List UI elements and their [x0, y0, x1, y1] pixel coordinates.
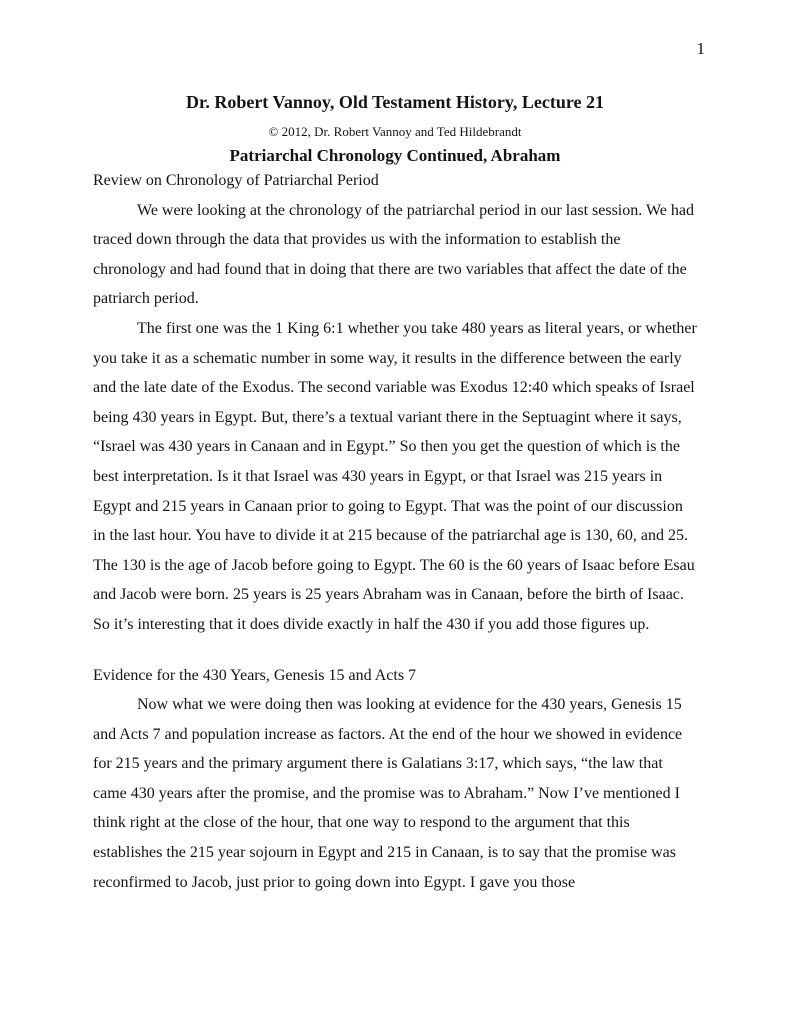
copyright-line: © 2012, Dr. Robert Vannoy and Ted Hildebrandt — [268, 124, 522, 139]
paragraph: Now what we were doing then was looking at evidence for the 430 years, Genesis 15 and Acts 7 and population increase as factors. At the end of the hour we showed in evidence for 215 years and the primary argument there is Galatians 3:17, which says, “the law that came 430 years after the promise, and the promise was to Abraham.” Now I’ve mentioned I think right at the close of the hour, that one way to respond to the argument that this establishes the 215 year sojourn in Egypt and 215 in Canaan, is to say that the promise was reconfirmed to Jacob, just prior to going down into Egypt. I gave you those — [93, 696, 683, 891]
page-number: 1 — [696, 39, 705, 58]
section-heading-evidence-430-years: Evidence for the 430 Years, Genesis 15 and Acts 7 — [93, 666, 417, 684]
paragraph: We were looking at the chronology of the patriarchal period in our last session. We had traced down through the data that provides us with the information to establish the chronology and had found that in doing that there are two variables that affect the date of the patriarch period. — [93, 201, 694, 308]
document-body — [93, 166, 697, 897]
section-heading-review-chronology: Review on Chronology of Patriarchal Period — [93, 172, 379, 189]
paragraph: The first one was the 1 King 6:1 whether you take 480 years as literal years, or whether you take it as a schematic number in some way, it results in the difference between the early and the late date of the Exodus. The second variable was Exodus 12:40 which speaks of Israel being 430 years in Egypt. But, there’s a textual variant there in the Septuagint where it says, “Israel was 430 years in Canaan and in Egypt.” So then you get the question of which is the best interpretation. Is it that Israel was 430 years in Egypt, or that Israel was 215 years in Egypt and 215 years in Canaan prior to going to Egypt. That was the point of our discussion in the last hour. You have to divide it at 215 because of the patriarchal age is 130, 60, and 25. The 130 is the age of Jacob before going to Egypt. The 60 is the 60 years of Isaac before Esau and Jacob were born. 25 years is 25 years Abraham was in Canaan, before the birth of Isaac. So it’s interesting that it does divide exactly in half the 430 if you add those figures up. — [93, 319, 697, 633]
lecture-title: Dr. Robert Vannoy, Old Testament History, Lecture 21 — [185, 92, 605, 112]
lecture-subtitle: Patriarchal Chronology Continued, Abraham — [229, 146, 561, 165]
